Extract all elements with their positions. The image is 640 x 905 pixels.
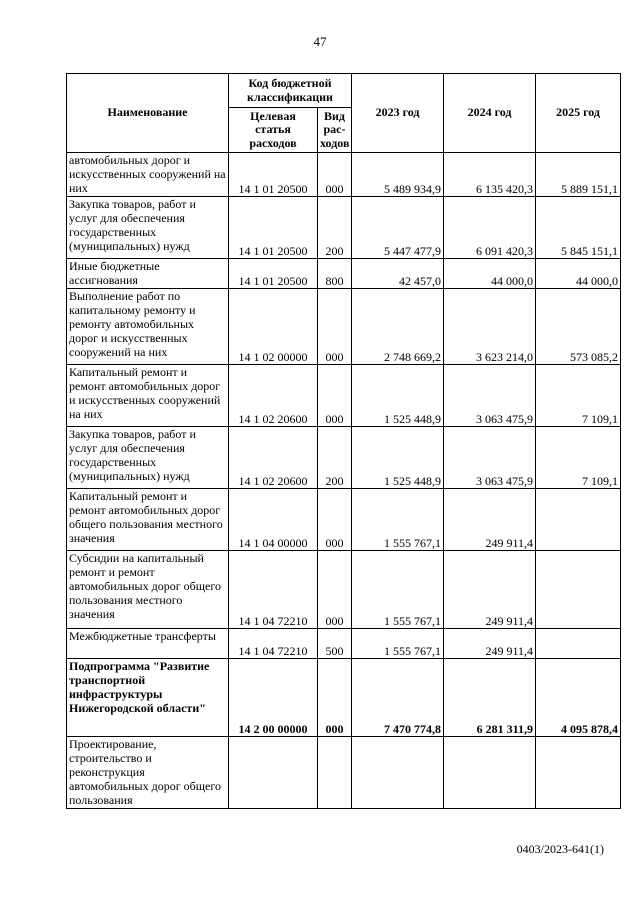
row-value-2024: 3 623 214,0	[444, 289, 536, 365]
row-type-code: 200	[318, 427, 352, 489]
row-type-code	[318, 737, 352, 809]
row-value-2023: 5 489 934,9	[352, 153, 444, 197]
row-name: Капитальный ремонт и ремонт автомобильных дорог общего пользования местного значения	[67, 489, 229, 551]
table-row	[67, 489, 621, 551]
row-type-code: 200	[318, 197, 352, 259]
page-number: 47	[313, 34, 327, 49]
row-type-code: 800	[318, 259, 352, 289]
row-name: Субсидии на капитальный ремонт и ремонт автомобильных дорог общего пользования местного значения	[67, 551, 229, 629]
row-type-code: 000	[318, 289, 352, 365]
row-target-code: 14 1 04 72210	[229, 551, 318, 629]
row-target-code: 14 1 02 20600	[229, 427, 318, 489]
row-value-2023	[352, 737, 444, 809]
row-value-2024: 3 063 475,9	[444, 427, 536, 489]
row-value-2024: 3 063 475,9	[444, 365, 536, 427]
table-row	[67, 365, 621, 427]
row-value-2025: 4 095 878,4	[536, 659, 621, 737]
row-value-2024	[444, 737, 536, 809]
row-name: Проектирование, строительство и реконструкция автомобильных дорог общего пользования	[67, 737, 229, 809]
row-value-2024: 249 911,4	[444, 489, 536, 551]
row-target-code: 14 1 01 20500	[229, 197, 318, 259]
row-value-2023: 42 457,0	[352, 259, 444, 289]
table-row	[67, 289, 621, 365]
row-name: Подпрограмма "Развитие транспортной инфраструктуры Нижегородской области"	[67, 659, 229, 737]
row-name: Капитальный ремонт и ремонт автомобильных дорог и искусственных сооружений на них	[67, 365, 229, 427]
header-name: Наименование	[67, 74, 229, 153]
row-type-code: 500	[318, 629, 352, 659]
row-name: Межбюджетные трансферты	[67, 629, 229, 659]
table-row	[67, 197, 621, 259]
row-value-2024: 6 091 420,3	[444, 197, 536, 259]
row-value-2024: 6 135 420,3	[444, 153, 536, 197]
table-row	[67, 737, 621, 809]
row-target-code: 14 1 04 72210	[229, 629, 318, 659]
document-code: 0403/2023-641(1)	[516, 842, 604, 856]
row-value-2024: 249 911,4	[444, 551, 536, 629]
row-value-2025: 573 085,2	[536, 289, 621, 365]
row-value-2024: 6 281 311,9	[444, 659, 536, 737]
row-target-code	[229, 737, 318, 809]
row-value-2025	[536, 489, 621, 551]
row-name: Иные бюджетные ассигнования	[67, 259, 229, 289]
row-value-2025: 44 000,0	[536, 259, 621, 289]
row-target-code: 14 1 01 20500	[229, 259, 318, 289]
row-type-code: 000	[318, 659, 352, 737]
row-target-code: 14 1 01 20500	[229, 153, 318, 197]
row-target-code: 14 1 02 20600	[229, 365, 318, 427]
row-name: Закупка товаров, работ и услуг для обеспечения государственных (муниципальных) нужд	[67, 427, 229, 489]
row-type-code: 000	[318, 365, 352, 427]
row-value-2023: 1 555 767,1	[352, 551, 444, 629]
row-value-2025	[536, 629, 621, 659]
row-name: Закупка товаров, работ и услуг для обеспечения государственных (муниципальных) нужд	[67, 197, 229, 259]
row-value-2025: 7 109,1	[536, 427, 621, 489]
row-value-2023: 7 470 774,8	[352, 659, 444, 737]
row-name: автомобильных дорог и искусственных сооружений на них	[67, 153, 229, 197]
row-value-2025: 5 889 151,1	[536, 153, 621, 197]
header-2025: 2025 год	[536, 74, 621, 153]
row-value-2024: 44 000,0	[444, 259, 536, 289]
header-type: Вид рас-ходов	[318, 108, 352, 153]
row-value-2024: 249 911,4	[444, 629, 536, 659]
row-name: Выполнение работ по капитальному ремонту и ремонту автомобильных дорог и искусственных сооружений на них	[67, 289, 229, 365]
table-row	[67, 153, 621, 197]
header-kbk: Код бюджетной классификации	[229, 74, 352, 108]
header-target: Целевая статья расходов	[229, 108, 318, 153]
row-value-2025	[536, 737, 621, 809]
budget-table	[66, 73, 621, 809]
row-value-2025	[536, 551, 621, 629]
header-2024: 2024 год	[444, 74, 536, 153]
row-type-code: 000	[318, 551, 352, 629]
row-value-2025: 5 845 151,1	[536, 197, 621, 259]
row-target-code: 14 1 02 00000	[229, 289, 318, 365]
table-row	[67, 659, 621, 737]
row-value-2023: 1 525 448,9	[352, 365, 444, 427]
row-value-2023: 5 447 477,9	[352, 197, 444, 259]
table-row	[67, 259, 621, 289]
row-value-2025: 7 109,1	[536, 365, 621, 427]
row-value-2023: 1 525 448,9	[352, 427, 444, 489]
row-value-2023: 2 748 669,2	[352, 289, 444, 365]
table-row	[67, 629, 621, 659]
row-target-code: 14 1 04 00000	[229, 489, 318, 551]
row-type-code: 000	[318, 153, 352, 197]
row-target-code: 14 2 00 00000	[229, 659, 318, 737]
table-row	[67, 427, 621, 489]
row-type-code: 000	[318, 489, 352, 551]
row-value-2023: 1 555 767,1	[352, 629, 444, 659]
header-2023: 2023 год	[352, 74, 444, 153]
table-row	[67, 551, 621, 629]
row-value-2023: 1 555 767,1	[352, 489, 444, 551]
